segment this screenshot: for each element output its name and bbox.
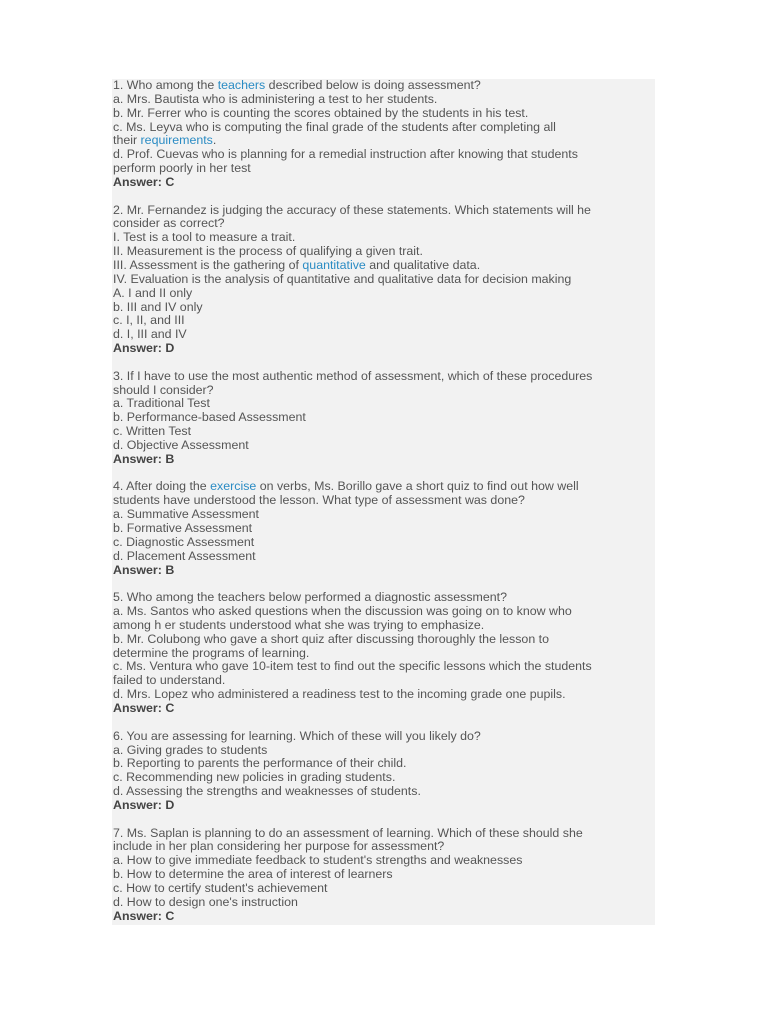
question-line [113,217,655,231]
question-line [113,508,655,522]
text-segment: 5. Who among the teachers below performed a diagnostic assessment? [113,590,507,605]
text-segment: I. Test is a tool to measure a trait. [113,230,296,245]
text-segment: c. Written Test [113,424,192,439]
text-segment: students have understood the lesson. What type of assessment was done? [113,493,525,508]
text-segment: c. Recommending new policies in grading students. [113,770,396,785]
question-line [113,522,655,536]
text-segment: d. Prof. Cuevas who is planning for a remedial instruction after knowing that students [113,147,578,162]
text-segment: 4. After doing the [113,479,211,494]
text-segment: a. How to give immediate feedback to student's strengths and weaknesses [113,853,523,868]
text-segment: c. How to certify student's achievement [113,880,328,895]
answer-label: Answer: B [113,562,175,577]
quiz-content [112,79,655,925]
text-segment: a. Mrs. Bautista who is administering a test to her students. [113,91,438,106]
question-line [113,148,655,162]
question-line [113,314,655,328]
question-text [113,730,655,744]
question-1 [113,79,655,190]
question-text [113,204,655,218]
text-segment: b. III and IV only [113,299,203,314]
text-segment: d. Placement Assessment [113,548,256,563]
inline-link[interactable]: quantitative [302,257,366,272]
question-line [113,757,655,771]
question-line [113,785,655,799]
question-line [113,107,655,121]
text-segment: among h er students understood what she was trying to emphasize. [113,617,485,632]
inline-link[interactable]: exercise [210,479,257,494]
text-segment: perform poorly in her test [113,161,251,176]
text-segment: c. I, II, and III [113,313,185,328]
question-line [113,439,655,453]
question-line [113,744,655,758]
text-segment: c. Diagnostic Assessment [113,534,255,549]
question-text [113,370,655,384]
text-segment: d. Mrs. Lopez who administered a readiness test to the incoming grade one pupils. [113,687,566,702]
text-segment: 3. If I have to use the most authentic method of assessment, which of these procedures [113,368,593,383]
text-segment: 2. Mr. Fernandez is judging the accuracy of these statements. Which statements will he [113,202,591,217]
question-line [113,840,655,854]
question-line [113,550,655,564]
text-segment: d. Assessing the strengths and weaknesses of students. [113,784,421,799]
text-segment: d. Objective Assessment [113,437,249,452]
answer-label: Answer: C [113,700,175,715]
text-segment: II. Measurement is the process of qualifying a given trait. [113,244,423,259]
text-segment: 7. Ms. Saplan is planning to do an assessment of learning. Which of these should she [113,825,583,840]
question-text [113,827,655,841]
question-line [113,688,655,702]
question-line [113,259,655,273]
question-line [113,425,655,439]
text-segment: a. Traditional Test [113,396,210,411]
question-line [113,868,655,882]
text-segment: consider as correct? [113,216,225,231]
text-segment: c. Ms. Ventura who gave 10-item test to find out the specific lessons which the students [113,659,592,674]
question-line [113,245,655,259]
question-text [113,591,655,605]
question-line [113,384,655,398]
question-text [113,79,655,93]
text-segment: c. Ms. Leyva who is computing the final grade of the students after completing all [113,119,556,134]
text-segment: on verbs, Ms. Borillo gave a short quiz to find out how well [256,479,579,494]
question-2 [113,204,655,356]
question-line [113,674,655,688]
question-line [113,896,655,910]
question-line [113,287,655,301]
text-segment: b. Mr. Ferrer who is counting the scores obtained by the students in his test. [113,105,529,120]
question-line [113,494,655,508]
question-line [113,854,655,868]
question-line [113,771,655,785]
inline-link[interactable]: requirements [140,133,213,148]
question-line [113,134,655,148]
text-segment: b. How to determine the area of interest of learners [113,867,393,882]
question-text [113,480,655,494]
text-segment: described below is doing assessment? [265,78,481,92]
text-segment: b. Formative Assessment [113,521,253,535]
question-7 [113,827,655,924]
question-line [113,647,655,661]
question-line [113,328,655,342]
text-segment: III. Assessment is the gathering of [113,257,303,272]
text-segment: IV. Evaluation is the analysis of quantitative and qualitative data for decision making [113,271,572,286]
text-segment: a. Giving grades to students [113,742,268,757]
question-line [113,121,655,135]
question-line [113,633,655,647]
question-line [113,882,655,896]
question-4 [113,480,655,577]
answer-label: Answer: C [113,174,175,189]
answer-label: Answer: C [113,908,175,923]
text-segment: A. I and II only [113,285,193,300]
question-5 [113,591,655,716]
question-line [113,536,655,550]
text-segment: their [113,133,141,148]
question-6 [113,730,655,813]
question-line [113,162,655,176]
text-segment: b. Reporting to parents the performance of their child. [113,756,407,771]
question-line [113,619,655,633]
question-line [113,397,655,411]
text-segment: include in her plan considering her purpose for assessment? [113,839,445,854]
text-segment: and qualitative data. [365,257,481,272]
text-segment: a. Ms. Santos who asked questions when the discussion was going on to know who [113,604,572,619]
text-segment: b. Mr. Colubong who gave a short quiz after discussing thoroughly the lesson to [113,631,549,646]
text-segment: 6. You are assessing for learning. Which of these will you likely do? [113,728,481,743]
question-line [113,411,655,425]
question-line [113,301,655,315]
answer-label: Answer: B [113,451,175,466]
question-line [113,231,655,245]
text-segment: a. Summative Assessment [113,507,259,522]
question-line [113,660,655,674]
text-segment: determine the programs of learning. [113,645,310,660]
question-line [113,273,655,287]
text-segment: failed to understand. [113,673,226,688]
text-segment: . [212,133,217,148]
question-line [113,93,655,107]
inline-link[interactable]: teachers [217,78,266,92]
question-line [113,605,655,619]
text-segment: 1. Who among the [113,78,218,92]
answer-label: Answer: D [113,341,175,356]
answer-label: Answer: D [113,797,175,812]
question-3 [113,370,655,467]
text-segment: should I consider? [113,382,214,397]
text-segment: d. How to design one's instruction [113,894,298,909]
text-segment: d. I, III and IV [113,327,187,342]
text-segment: b. Performance-based Assessment [113,410,306,425]
